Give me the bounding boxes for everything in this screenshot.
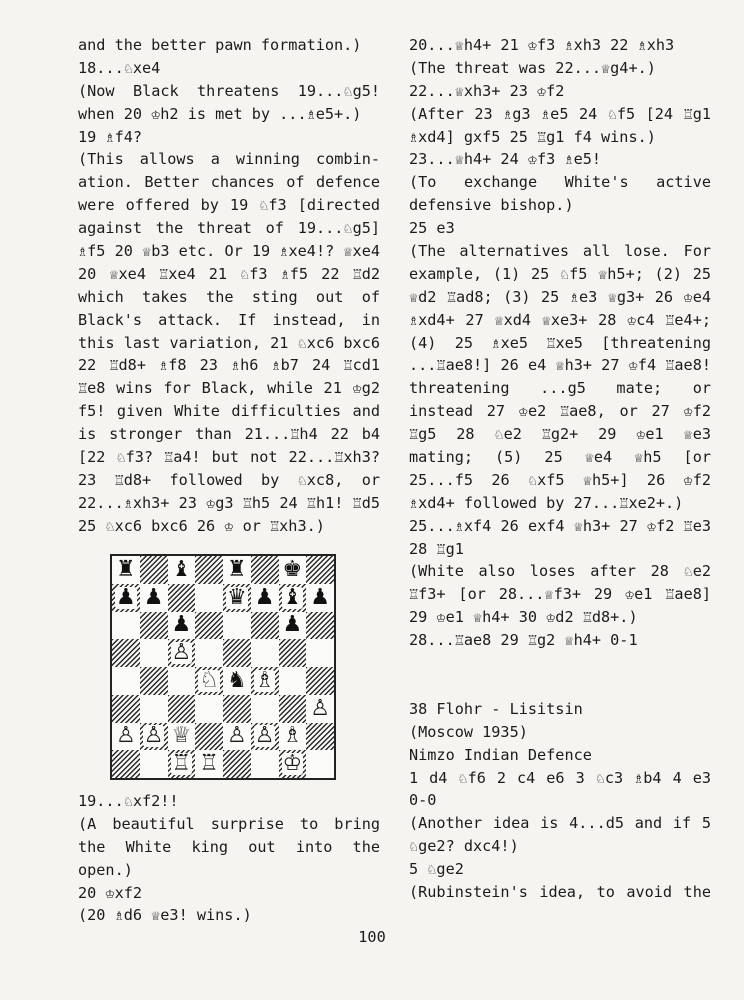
left-text-line: (Now Black threatens 19...♘g5! [78,81,380,100]
board-square [223,750,251,778]
left-text-line: 19...♘xf2!! [78,792,179,810]
right-text-line: ...♖ae8!] 26 e4 ♕h3+ 27 ♔f4 ♖ae8! [409,356,711,375]
board-square [195,723,223,751]
board-square [279,667,307,695]
black-piece-icon: ♝ [282,584,303,610]
left-text-line: 19 ♗f4? [78,127,143,146]
right-text-line [409,652,711,675]
board-square [251,584,279,612]
left-text-line: ♗f5 20 ♕b3 etc. Or 19 ♗xe4!? ♕xe4 [78,242,380,261]
left-text-line: (This allows a winning combin- [78,150,380,169]
right-text-line: (The threat was 22...♕g4+.) [409,58,656,77]
white-piece-icon: ♕ [171,723,192,749]
board-square [140,639,168,667]
board-square [223,584,251,612]
right-column [409,34,711,904]
left-text-line: were offered by 19 ♘f3 [directed [78,196,380,215]
right-text-line: mating; (5) 25 ♕e4 ♕h5 [or [409,448,711,467]
left-text-line: the White king out into the [78,837,380,856]
right-text-line: Nimzo Indian Defence [409,745,592,764]
white-piece-icon: ♙ [310,695,330,721]
white-piece-icon: ♔ [282,751,303,777]
right-text-line: 23...♕h4+ 24 ♔f3 ♗e5! [409,150,602,169]
board-square [112,584,140,612]
board-square [279,612,307,640]
board-square [140,556,168,584]
board-square [223,556,251,584]
left-text-line: 20 ♕xe4 ♖xe4 21 ♘f3 ♗f5 22 ♖d2 [78,264,380,283]
left-text-line: [22 ♘f3? ♖a4! but not 22...♖xh3? [78,448,380,467]
black-piece-icon: ♟ [310,584,330,610]
board-square [223,667,251,695]
white-piece-icon: ♗ [254,667,275,693]
board-square [223,723,251,751]
board-square [306,723,334,751]
chess-diagram [110,554,336,780]
board-square [279,750,307,778]
right-text-line: ♖g5 28 ♘e2 ♖g2+ 29 ♔e1 ♕e3 [409,425,711,444]
board-square [195,556,223,584]
black-piece-icon: ♜ [116,556,136,582]
left-text-line: is stronger than 21...♖h4 22 b4 [78,425,380,444]
board-square [306,556,334,584]
left-text-line: open.) [78,860,133,879]
left-text-line: ation. Better chances of defence [78,173,380,192]
board-square [112,639,140,667]
board-square [112,667,140,695]
black-piece-icon: ♟ [143,584,164,610]
black-piece-icon: ♜ [227,556,247,582]
black-piece-icon: ♞ [227,667,247,693]
board-square [140,750,168,778]
board-square [223,639,251,667]
right-text-line: 5 ♘ge2 [409,860,464,879]
board-square [251,556,279,584]
board-square [251,612,279,640]
board-square [168,723,196,751]
left-text-line: this last variation, 21 ♘xc6 bxc6 [78,333,380,352]
board-square [195,695,223,723]
left-text-line: and the better pawn formation.) [78,36,362,54]
left-text-line: f5! given White difficulties and [78,402,380,421]
right-text-line: (After 23 ♗g3 ♗e5 24 ♘f5 [24 ♖g1 [409,104,711,123]
right-text-line: ♗xd4+ 27 ♕xd4 ♕xe3+ 28 ♔c4 ♖e4+; [409,310,711,329]
right-text-line: ♖f3+ [or 28...♕f3+ 29 ♔e1 ♖ae8] [409,585,711,604]
board-square [306,695,334,723]
right-text-line: instead 27 ♔e2 ♖ae8, or 27 ♔f2 [409,402,711,421]
right-text-line: example, (1) 25 ♘f5 ♕h5+; (2) 25 [409,264,711,283]
left-text-line: (20 ♗d6 ♕e3! wins.) [78,906,252,925]
right-text-line: ♘ge2? dxc4!) [409,837,519,856]
white-piece-icon: ♖ [171,751,192,777]
black-piece-icon: ♟ [116,584,136,610]
board-square [251,723,279,751]
left-text-line: 20 ♔xf2 [78,883,143,902]
right-text-line: 22...♕xh3+ 23 ♔f2 [409,81,565,100]
board-square [168,695,196,723]
board-square [195,584,223,612]
board-square [140,584,168,612]
board-square [251,639,279,667]
white-piece-icon: ♗ [282,723,303,749]
board-square [306,639,334,667]
right-text-line: ♗xd4] gxf5 25 ♖g1 f4 wins.) [409,127,656,146]
white-piece-icon: ♙ [116,723,136,749]
right-text-line: (4) 25 ♗xe5 ♖xe5 [threatening [409,333,711,352]
right-text-line: threatening ...g5 mate; or [409,379,711,398]
right-text-line: 1 d4 ♘f6 2 c4 e6 3 ♘c3 ♗b4 4 e3 [409,768,711,787]
left-text-line: 23 ♖d8+ followed by ♘xc8, or [78,470,380,489]
right-text-line: ♕d2 ♖ad8; (3) 25 ♗e3 ♕g3+ 26 ♔e4 [409,287,711,306]
right-text-line: 38 Flohr - Lisitsin [409,699,583,718]
right-text-line: (Moscow 1935) [409,722,528,741]
board-square [112,556,140,584]
left-text-line: 22 ♖d8+ ♗f8 23 ♗h6 ♗b7 24 ♖cd1 [78,356,380,375]
left-text-line: 22...♗xh3+ 23 ♔g3 ♖h5 24 ♖h1! ♖d5 [78,493,380,512]
board-square [168,639,196,667]
board-square [251,750,279,778]
board-square [306,750,334,778]
left-column [78,34,380,538]
board-square [112,723,140,751]
right-text-line: 28...♖ae8 29 ♖g2 ♕h4+ 0-1 [409,631,638,650]
left-text-line: (A beautiful surprise to bring [78,814,380,833]
board-square [195,639,223,667]
left-text-line: when 20 ♔h2 is met by ...♗e5+.) [78,104,362,123]
right-text-line: 20...♕h4+ 21 ♔f3 ♗xh3 22 ♗xh3 [409,36,675,54]
board-square [112,612,140,640]
board-square [279,723,307,751]
left-text-line: Black's attack. If instead, in [78,310,380,329]
board-square [112,750,140,778]
right-text-line: (The alternatives all lose. For [409,242,711,261]
black-piece-icon: ♛ [227,584,247,610]
black-piece-icon: ♟ [282,612,303,638]
white-piece-icon: ♘ [199,667,219,693]
board-square [168,556,196,584]
board-square [306,667,334,695]
white-piece-icon: ♖ [199,751,219,777]
left-text-line: 25 ♘xc6 bxc6 26 ♔ or ♖xh3.) [78,516,325,535]
board-square [223,612,251,640]
white-piece-icon: ♙ [254,723,275,749]
page-number: 100 [358,928,386,946]
board-square [168,750,196,778]
board-square [140,723,168,751]
right-text-line: (White also loses after 28 ♘e2 [409,562,711,581]
board-square [195,750,223,778]
chess-board [112,556,334,778]
right-text-line: 28 ♖g1 [409,539,464,558]
board-square [306,612,334,640]
left-text-line: 18...♘xe4 [78,58,161,77]
board-square [223,695,251,723]
black-piece-icon: ♝ [171,556,192,582]
right-text-line: (Rubinstein's idea, to avoid the [409,882,711,901]
right-text-line: 25...♗xf4 26 exf4 ♕h3+ 27 ♔f2 ♖e3 [409,516,711,535]
right-text-line: (Another idea is 4...d5 and if 5 [409,814,711,833]
right-text-line: (To exchange White's active [409,173,711,192]
board-square [112,695,140,723]
black-piece-icon: ♟ [171,612,192,638]
board-square [168,584,196,612]
board-square [251,667,279,695]
board-square [168,612,196,640]
board-square [140,667,168,695]
right-text-line: 29 ♔e1 ♕h4+ 30 ♔d2 ♖d8+.) [409,608,638,627]
right-text-line: defensive bishop.) [409,196,574,215]
left-column-after-diagram [78,790,380,927]
black-piece-icon: ♚ [282,556,303,582]
board-square [279,639,307,667]
right-text-line: 25 e3 [409,219,455,238]
board-square [306,584,334,612]
left-text-line: ♖e8 wins for Black, while 21 ♔g2 [78,379,380,398]
board-square [195,612,223,640]
board-square [168,667,196,695]
white-piece-icon: ♙ [143,723,164,749]
black-piece-icon: ♟ [254,584,275,610]
right-text-line: 25...f5 26 ♘xf5 ♕h5+] 26 ♔f2 [409,470,711,489]
board-square [279,584,307,612]
right-text-line: 0-0 [409,791,437,810]
right-text-line: ♗xd4+ followed by 27...♖xe2+.) [409,493,684,512]
white-piece-icon: ♙ [227,723,247,749]
right-text-line [409,675,711,698]
board-square [279,556,307,584]
left-text-line: against the threat of 19...♘g5] [78,219,380,238]
board-square [279,695,307,723]
board-square [140,612,168,640]
board-square [251,695,279,723]
board-square [195,667,223,695]
board-square [140,695,168,723]
left-text-line: which takes the sting out of [78,287,380,306]
white-piece-icon: ♙ [171,640,192,666]
